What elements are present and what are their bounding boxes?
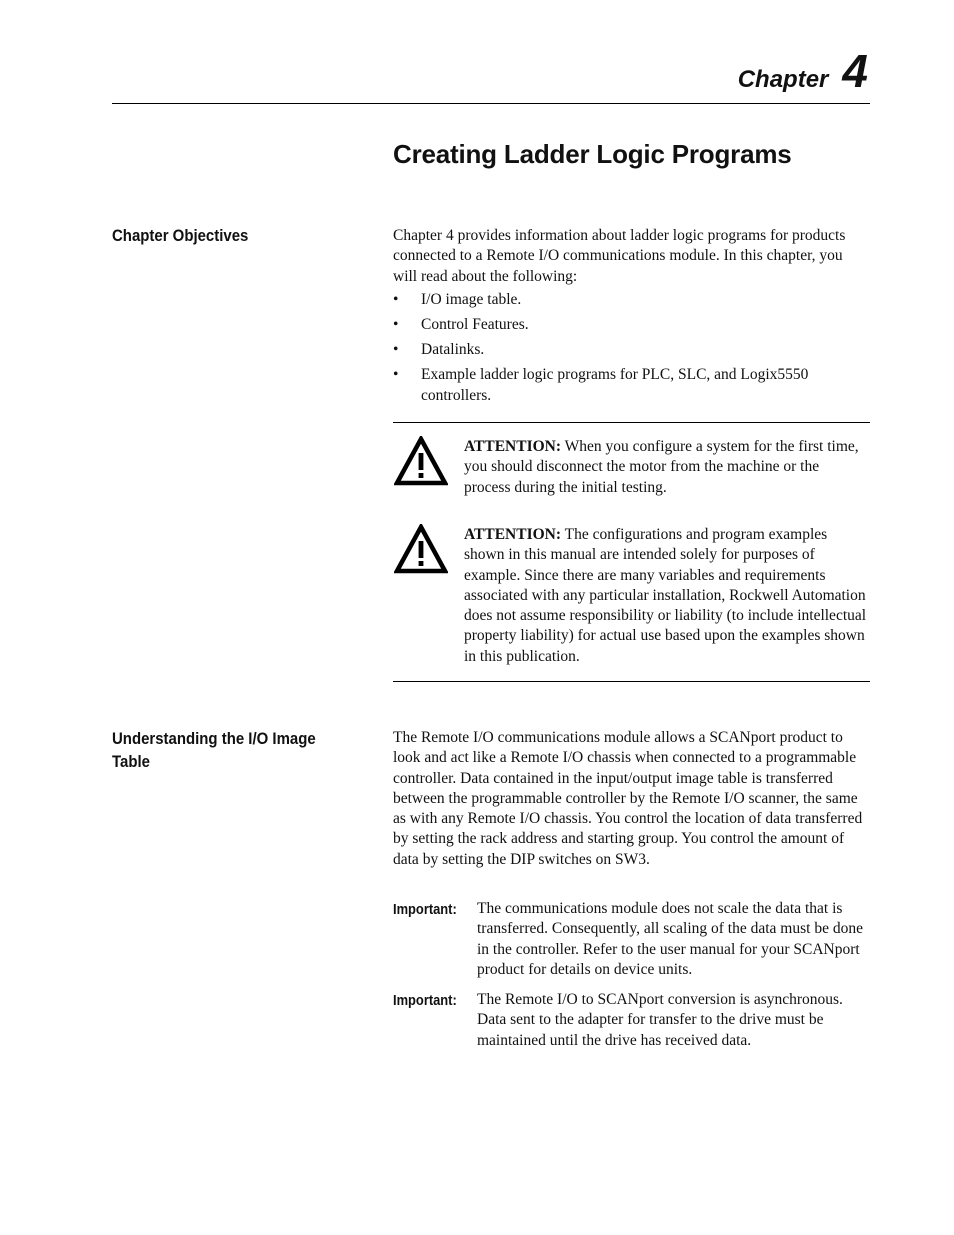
bullet-glyph: • bbox=[393, 316, 399, 334]
chapter-label: Chapter bbox=[737, 66, 829, 93]
list-item bbox=[393, 315, 869, 335]
warning-triangle-icon bbox=[394, 524, 448, 574]
attention-text: The configurations and program examples shown in this manual are intended solely for purposes of example. Since there are many variables and requirements associated with any particular installation, Rockwell Automation does not assume responsibility or liability (to include intellectual property liability) for actual use based upon the examples shown in this publication. bbox=[464, 526, 867, 665]
section-heading-objectives: Chapter Objectives bbox=[112, 226, 249, 245]
bullet-glyph: • bbox=[393, 341, 399, 359]
header-rule bbox=[112, 103, 870, 104]
list-item bbox=[393, 340, 869, 360]
objectives-list bbox=[393, 290, 869, 411]
section-heading-io-image: Understanding the I/O Image Table bbox=[112, 729, 316, 771]
bullet-glyph: • bbox=[393, 366, 399, 384]
list-item bbox=[393, 290, 869, 310]
page-title: Creating Ladder Logic Programs bbox=[393, 139, 792, 169]
important-label: Important: bbox=[393, 992, 457, 1009]
chapter-number: 4 bbox=[842, 45, 868, 97]
objectives-intro: Chapter 4 provides information about ladder logic programs for products connected to a Remote I/O communications module. In this chapter, you will read about the following: bbox=[393, 227, 846, 285]
bullet-glyph: • bbox=[393, 291, 399, 308]
attention-top-rule bbox=[393, 422, 870, 423]
list-item-text: Example ladder logic programs for PLC, SLC, and Logix5550 controllers. bbox=[421, 366, 809, 404]
io-image-paragraph: The Remote I/O communications module allows a SCANport product to look and act like a Remote I/O chassis when connected to a programmable controller. Data contained in the input/output image table is transferred between the programmable controller by the Remote I/O scanner, the same as with any Remote I/O chassis. You control the location of data transferred by setting the rack address and starting group. You control the amount of data by setting the DIP switches on SW3. bbox=[393, 729, 863, 868]
warning-triangle-icon bbox=[394, 436, 448, 486]
list-item-text: Control Features. bbox=[421, 316, 529, 334]
list-item bbox=[393, 365, 869, 406]
attention-note-2 bbox=[464, 525, 869, 667]
attention-note-1 bbox=[464, 437, 869, 498]
list-item-text: Datalinks. bbox=[421, 341, 485, 359]
chapter-header bbox=[737, 45, 868, 97]
important-note-1: The communications module does not scale the data that is transferred. Consequently, all scaling of the data must be done in the controller. Refer to the user manual for your SCANport product for details on device units. bbox=[477, 900, 863, 978]
attention-label: ATTENTION: bbox=[464, 438, 562, 455]
attention-bottom-rule bbox=[393, 681, 870, 682]
attention-text: When you configure a system for the first time, you should disconnect the motor from the machine or the process during the initial testing. bbox=[464, 438, 859, 496]
important-note-2: The Remote I/O to SCANport conversion is asynchronous. Data sent to the adapter for transfer to the drive must be maintained until the drive has received data. bbox=[477, 991, 843, 1049]
list-item-text: I/O image table. bbox=[421, 291, 522, 308]
attention-label: ATTENTION: bbox=[464, 526, 562, 543]
important-label: Important: bbox=[393, 901, 457, 918]
